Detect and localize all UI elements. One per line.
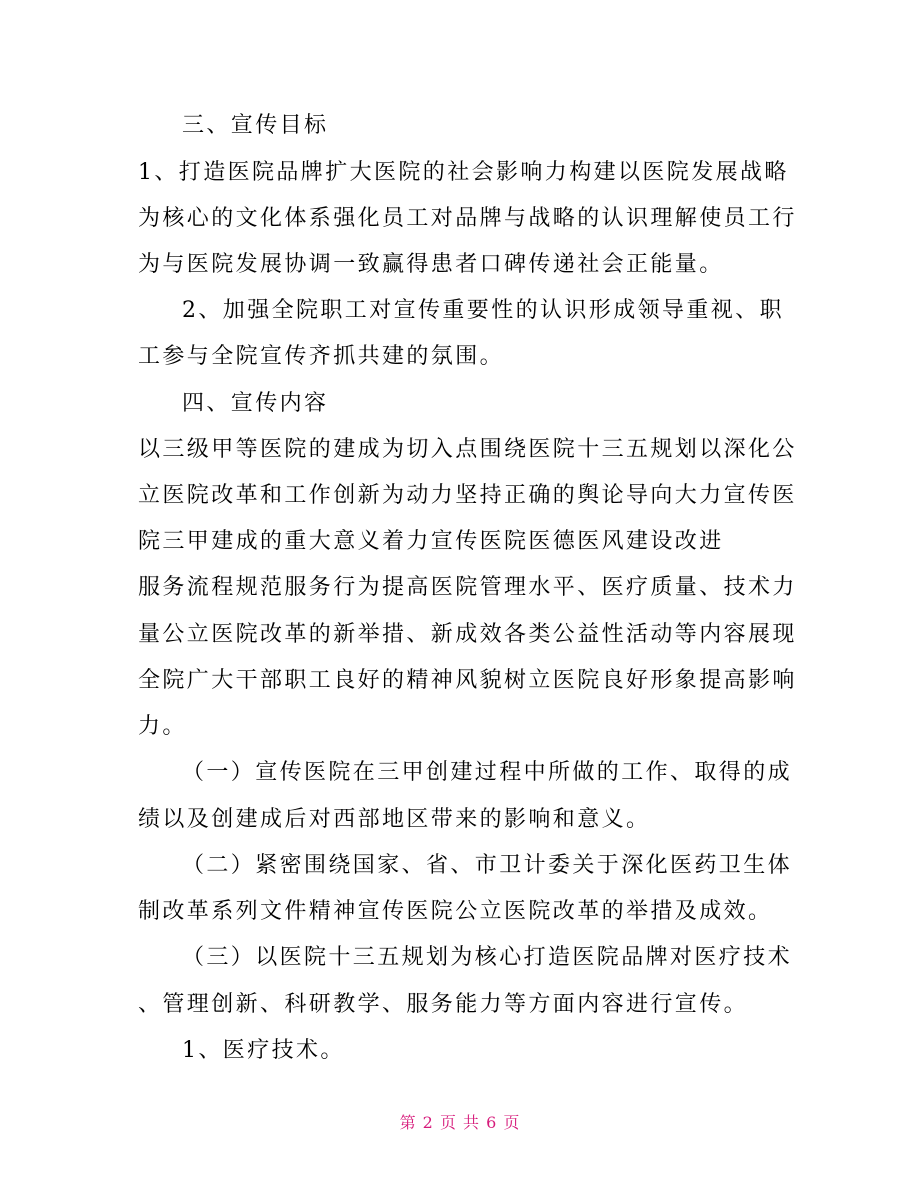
paragraph-line: 院三甲建成的重大意义着力宣传医院医德医风建设改进	[138, 529, 724, 554]
paragraph-line: 立医院改革和工作创新为动力坚持正确的舆论导向大力宣传医	[138, 483, 797, 508]
paragraph-line: （一）宣传医院在三甲创建过程中所做的工作、取得的成	[182, 760, 793, 785]
paragraph-line: （三）以医院十三五规划为核心打造医院品牌对医疗技术	[182, 945, 793, 970]
paragraph-line: （二）紧密围绕国家、省、市卫计委关于深化医药卫生体	[182, 853, 793, 878]
page-number-footer: 第 2 页 共 6 页	[399, 1113, 521, 1132]
paragraph-line: 量公立医院改革的新举措、新成效各类公益性活动等内容展现	[138, 622, 797, 647]
paragraph-line: 以三级甲等医院的建成为切入点围绕医院十三五规划以深化公	[138, 437, 797, 462]
paragraph-line: 、管理创新、科研教学、服务能力等方面内容进行宣传。	[138, 992, 749, 1017]
paragraph-line: 力。	[138, 714, 187, 739]
paragraph-line: 绩以及创建成后对西部地区带来的影响和意义。	[138, 807, 651, 832]
paragraph-line: 1、打造医院品牌扩大医院的社会影响力构建以医院发展战略	[138, 160, 789, 185]
paragraph-line: 工参与全院宣传齐抓共建的氛围。	[138, 344, 505, 369]
paragraph-line: 1、医疗技术。	[182, 1038, 345, 1063]
paragraph-line: 为核心的文化体系强化员工对品牌与战略的认识理解使员工行	[138, 206, 797, 231]
paragraph-line: 全院广大干部职工良好的精神风貌树立医院良好形象提高影响	[138, 668, 797, 693]
heading-content: 四、宣传内容	[182, 391, 329, 416]
heading-goals: 三、宣传目标	[182, 113, 329, 138]
paragraph-line: 2、加强全院职工对宣传重要性的认识形成领导重视、职	[182, 298, 784, 323]
paragraph-line: 服务流程规范服务行为提高医院管理水平、医疗质量、技术力	[138, 575, 797, 600]
paragraph-line: 制改革系列文件精神宣传医院公立医院改革的举措及成效。	[138, 899, 773, 924]
paragraph-line: 为与医院发展协调一致赢得患者口碑传递社会正能量。	[138, 252, 724, 277]
